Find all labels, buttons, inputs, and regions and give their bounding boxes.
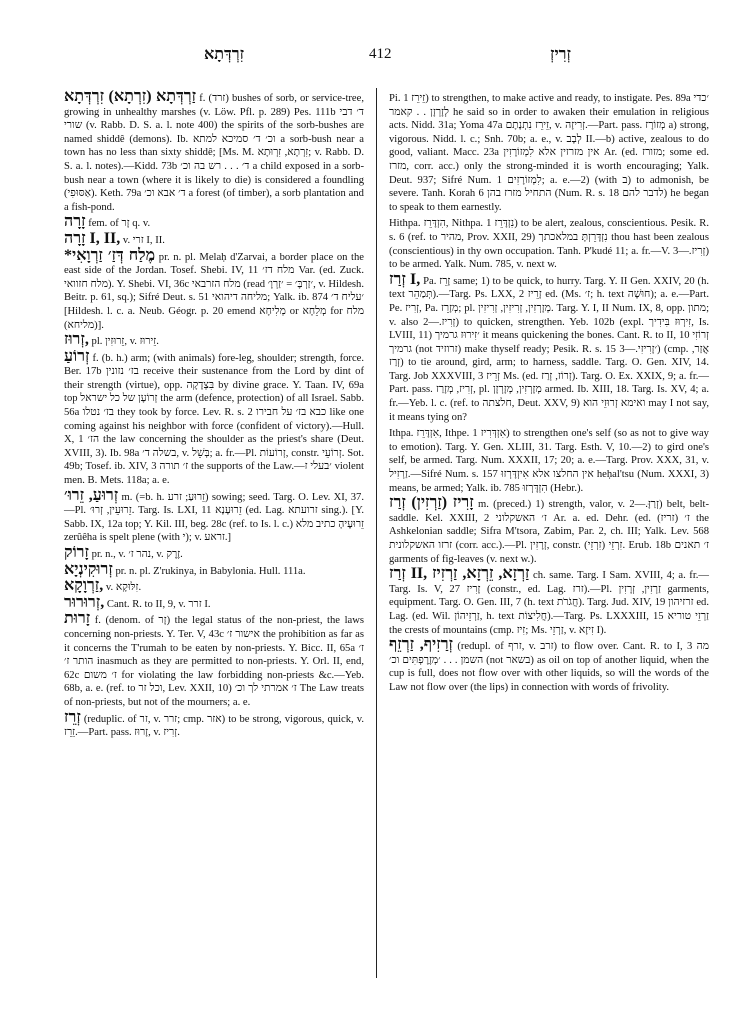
headword: זְרוּרוּר,: [64, 593, 105, 611]
entry: [64, 486, 365, 545]
entry: [389, 567, 709, 637]
entry-text: m. (preced.) 1) strength, valor, v. זְרַזָּ.—2) belt, belt-saddle. Kel. XXIII, 2 ז׳ האשקלוני Ar. a. ed. Dehr. (ed. ז׳ (זריז) the Ashkelonian saddle; Sifra M'tsora, Zabim, Par. 2, ch. III; Yalk. Lev. 568 זרזו האשקלונית (corr. acc.).—Pl. זְרָזִין, constr. (זִרְזֵי) זִרְזֵי. Erub. 18b ז׳ תאנים garments of fig-leaves (v. next w.).: [389, 499, 710, 565]
entry: [64, 347, 365, 488]
headword: זְרוּקִינְיָא: [64, 560, 113, 578]
headword: זְרוּז,: [64, 331, 89, 349]
entry: [64, 579, 364, 595]
headword: *מֶלַח דְּזַ׳ זַרְוָאִי: [64, 246, 156, 264]
entry-text: (redupl. of זרף, v. זרב) to flow over. Cant. R. to I, 3 מה השמן . . . ׳מְזֶרֶפְתִּים וכ׳ (not בשאר) as oil on top of another liquid, when the cup is full, does not flow over with other liquids, so will the words of the Law not flow over (the lips) in connection with words of frivolity.: [389, 641, 709, 693]
headword: זְרַז II, זַרְזָא, זֵרְזָא, זַרְזִיז: [389, 565, 530, 583]
entry: [389, 496, 709, 566]
entry-text: f. (denom. of זָר) the legal status of the non-priest, the laws concerning non-priests. Y. Ter. V, 43c אישור ז׳ the prohibition as far as it concerns the T'rumah to be eaten by non-priests. Y. Bicc. II, 65a ז׳ הותר ז׳ inasmuch as they are permitted to non-priests. Y. Orl. II, end, 62c ז׳ משום for violating the law forbidding non-priests &c.—Yeb. 68b, a. e. (ref. to וכל זר, Lev. XXII, 10) ז׳ אמרתי לך וכ׳ The Law treats of non-priests, but not of the mourners; a. e.: [64, 615, 365, 708]
entry-text: v. זרי I, II.: [122, 234, 165, 246]
entry: [64, 612, 364, 709]
headword: זְרַזִיף, זַרְזֵף: [389, 636, 454, 654]
entry: [64, 593, 364, 612]
headword: זְרֵז: [64, 708, 81, 726]
entry: [389, 638, 709, 694]
headword: זְרוּעַ, זֵרוּ׳: [64, 486, 119, 504]
page-header: [64, 46, 708, 66]
entry: [64, 333, 364, 349]
entry: [389, 270, 710, 425]
entry: [64, 90, 364, 214]
headword: זָרוֹק: [64, 544, 89, 561]
entry-text: Hithpa. הִזְדָּרֵז, Nithpa. נִזְדָּרֵז 1) to be alert, zealous, conscientious. Pesik. R. s. 6 (ref. to מהיר, Prov. XXII, 29) נִזְדָּרֵזְתָּ במלאכתך thou hast been zealous (conscientious) in thy own occupation. Tanh. P'kudé 11; a. fr.—V. זְרִיז.—3) to be armed. Yalk. Num. 785, v. next w.: [389, 218, 709, 271]
entry: [64, 708, 364, 740]
headword: זָרָה: [64, 213, 86, 231]
right-column: [389, 90, 709, 696]
headword: זָרִיז (זַרְזִין) זְרַז: [389, 494, 474, 512]
entry: [64, 215, 364, 231]
entry-text: Cant. R. to II, 9, v. זרר I.: [106, 598, 211, 610]
entry-text: v. זִלּוּקָא.: [105, 582, 142, 594]
headword: זְרַז I,: [389, 270, 421, 288]
entry-text: pr. n. pl. Z'rukinya, in Babylonia. Hull. 111a.: [115, 565, 306, 577]
page-number: 412: [369, 46, 392, 62]
right-running-head: זְרִיזְ: [550, 46, 571, 63]
headword: זַרְוָקָא,: [64, 577, 104, 595]
headword: זַרְדְּתָא (זִרְתָא) זִרְדְּתָא: [64, 88, 197, 105]
entry: [64, 560, 364, 579]
entry-text: pr. n., v. נהר ז׳, v. זֶרֶק.: [91, 549, 183, 560]
headword: זָרָה I, II,: [64, 229, 121, 247]
entry: [389, 425, 709, 495]
entry-text: pr. n. pl. Melaḥ d'Zarvai, a border place on the east side of the Jordan. Tosef. Shebi. IV, 11 מלח דז׳ Var. (ed. Zuck. מלח חזוואי). Y. Shebi. VI, 36c מלח הזרבאי (read ׳זַרְבָּ׳ = ׳זַרְוָ׳, v. Hildesh. Beitr. p. 61, sq.); Sifré Deut. s. 51 מליחה דיהואי; Yalk. ib. 874 ׳עליח ד׳ [Hildesh. l. c. a. Neub. Géogr. p. 20 emend מְלִיחָא or מְלֵחָא for מלח (מליחא)].: [64, 251, 365, 331]
column-divider: [376, 88, 377, 978]
entry-text: pl. זֵרוּזִין, v. זֵירוּז.: [91, 336, 159, 348]
headword: זְרוֹעַ: [64, 347, 90, 365]
entry-text: Pa. זָרֵז same; 1) to be quick, to hurry. Targ. Y. II Gen. XXIV, 20 (h. text תְּמַהֵר).—Targ. Ps. LXX, 2 זָרֵיז ed. (Ms. ז׳; h. text חוּשָׁה); a. e.—Part. Pe. זְרִיז, Pa. מְזָרֵז; pl. מְזָרְזִין, זְרִיזִין, זְרִיזִין. Targ. Y. I, II Num. IX, 8, opp. מתון; v. also זְרִיז.—2) to quicken, strengthen. Yeb. 102b (expl. זִירְוּז בִּידִיך, Is. LVIII, 11) ׳זִירוּז גרמיך it means quickening the bones. Cant. R. to II, 10 זְרוֹזִי גרמיך (not זרוזיד) make thyself ready; Pesik. R. s. 15 ׳זָרִיזִי.—3) (cmp. אֲזַר, זְרַז) to tie around, gird, arm; to harness, saddle. Targ. O. Gen. XIV, 14. Targ. Job XXXVIII, 3 זְרֵיז Ms. (ed. זְרוֹז, זְרַז). Targ. O. Ex. XXIX, 9; a. fr.—Part. pass. זְרִיז, מְזָרַז, pl. מְזָרְזִין, מְזָרְזָן armed. Ib. XIII, 18. Targ. Is. XV, 4; a. fr.—Yeb. l. c. (ref. to חלצתה, Deut. XXV, 9) ואימא זְרוּזֵי הוא may I not say, it means tying on?: [389, 275, 710, 423]
entry: [64, 229, 364, 248]
entry-text: ch. same. Targ. I Sam. XVIII, 4; a. fr.—Targ. Is. V, 27 זָרִיז (constr., ed. Lag. זרז).—Pl. זַרְזִין, זְרָזִין garments, equipment. Targ. O. Gen. III, 7 (h. text חֲגֹרֹת). Targ. Jud. XIV, 19 זרזיהון ed. Lag. (ed. Wil. זַרְזֵיהוֹן, h. text חֲלִיצוֹת).—Targ. Ps. LXXXIII, 15 זַרְזֵי טוריא the crests of mountains (cmp. זִיז; Ms. זַרְזֵי, v. זִיזָא I).: [389, 570, 710, 636]
entry-text: fem. of זָר q. v.: [88, 218, 151, 230]
left-column: [64, 90, 364, 741]
entry: [389, 90, 709, 214]
headword: זָרוּת: [64, 610, 91, 628]
entry-text: m. (=b. h. זֵרוּעַ; זרע) sowing; seed. Targ. O. Lev. XI, 37.—Pl. זֵרוּעֵין, זְרוּ׳. Targ. Is. LXI, 11 זֵרוּעָנָא (ed. Lag. זרועתא sing.). [Y. Sabb. IX, 12a top; Y. Kil. III, beg. 28c (ref. to Is. l. c.) זֵרוּעֶיהָ כתיב מלא zerûêha is spelt plene (with י); v. זראע.]: [64, 491, 365, 544]
left-running-head: זִרְדְּתָא: [204, 46, 245, 63]
entry: [389, 215, 709, 271]
entry-text: Ithpa. אִזְדָּרֵז, Ithpe. אִזְדְּרִיז 1) to strengthen one's self (so as not to give way to emotion). Targ. Y. Gen. XLIII, 31. Targ. Esth. V, 10.—2) to gird one's self, be armed. Targ. Num. XXXII, 17; 20; a. e.—Targ. Prov. XXX, 31, v. זַרְזִיל.—Sifré Num. s. 157 אין החלצו אלא אִיזְדָּרְזוּ heḥal'tsu (Num. XXXI, 3) means, be armed; Yalk. ib. 785 הִזְדָּרְזוּ (Hebr.).: [389, 428, 709, 494]
entry-text: Pi. זֵירֵז 1) to strengthen, to make active and ready, to instigate. Pes. 89a ׳כדי לְזָרְזָן . . קאמר he said so in order to awaken their emulation in religious acts. Nidd. 31a; Yoma 47a זֵירֵז נִתְנָתָם, v. זְרִיזָה.—Part. pass. מְזוֹרָז a) strong, vigorous. Nidd. l. c.; Snh. 70b; a. e., v. לְבָב II.—b) active, zealous to do good, valiant. Macc. 23a אין מזרזין אלא לִמְזוֹרָזִין Ar. (ed. מזורז; some ed. מזרז, corr. acc.) only the strong-minded it is worth encouraging; Yalk. Deut. 937; Sifré Num. 1 לִמְזוֹרָזִים; a. e.—2) (with ב) to admonish, be severe. Tanh. Korah 6 התחיל מזרז בהן (Num. R. s. 18 לדבר להם) he began to speak to them earnestly.: [389, 93, 710, 213]
entry: [64, 246, 365, 333]
entry-text: f. (זרד) bushes of sorb, or service-tree, growing in unhealthy marshes (v. Löw. Pfl. p. 289) Pes. 111b ד׳ דבי שורי (v. Rabb. D. S. a. l. note 400) the spirits of the sorb-bushes are named shiddê (demons). Ib. וכ׳ ד׳ סמיכא למתא a sorb-bush near a town has no less than sixty shiddê; [Ms. M. זִרְתָא, זִרְוּתָא; v. Rabb. D. S. a. l. notes).—Kidd. 73b ד׳ . . . רש בה וכ׳ a child exposed in a sorb-bush near a town (where it is likely to die) is considered a foundling (אַסּוּפִי). Keth. 79a ד׳ אבא וכ׳ a forest (of timber), a sorb plantation and a fish-pond.: [64, 93, 364, 213]
entry-text: (reduplic. of זר, v. זרר; cmp. אזר) to be strong, vigorous, quick, v. זֵרֵז.—Part. pass. זָרוּז, v. זְרִיז.: [64, 713, 364, 739]
entry: [64, 546, 364, 562]
entry-text: f. (b. h.) arm; (with animals) fore-leg, shoulder; strength, force. Ber. 17b בז׳ נזונין receive their sustenance from the Lord by dint of their strength (virtue), opp. בִּצְדָקָה by divine grace. Y. Taan. IV, 69a top זְרוֹעָן של כל ישראל the arm (defence, protection) of all Israel. Sabb. 56a בז׳ נטלו they took by force. Lev. R. s. 2 כבא בז׳ על חבירו like one coming against his neighbor with force (confident of victory).—Hull. X, 1 הז׳ the law concerning the shoulder as the priest's share (Deut. XVIII, 3). Ib. 98a בשלה ד׳, v. בְּשֵׁל; a. fr.—Pl. זְרוֹעוֹת, constr. זְרוֹעֵי. Sot. 49b; Tosef. ib. XIV, 3 ז׳ תורה the supports of the Law.—׳בעלי ז violent men. B. Mets. 118a; a. e.: [64, 352, 365, 487]
